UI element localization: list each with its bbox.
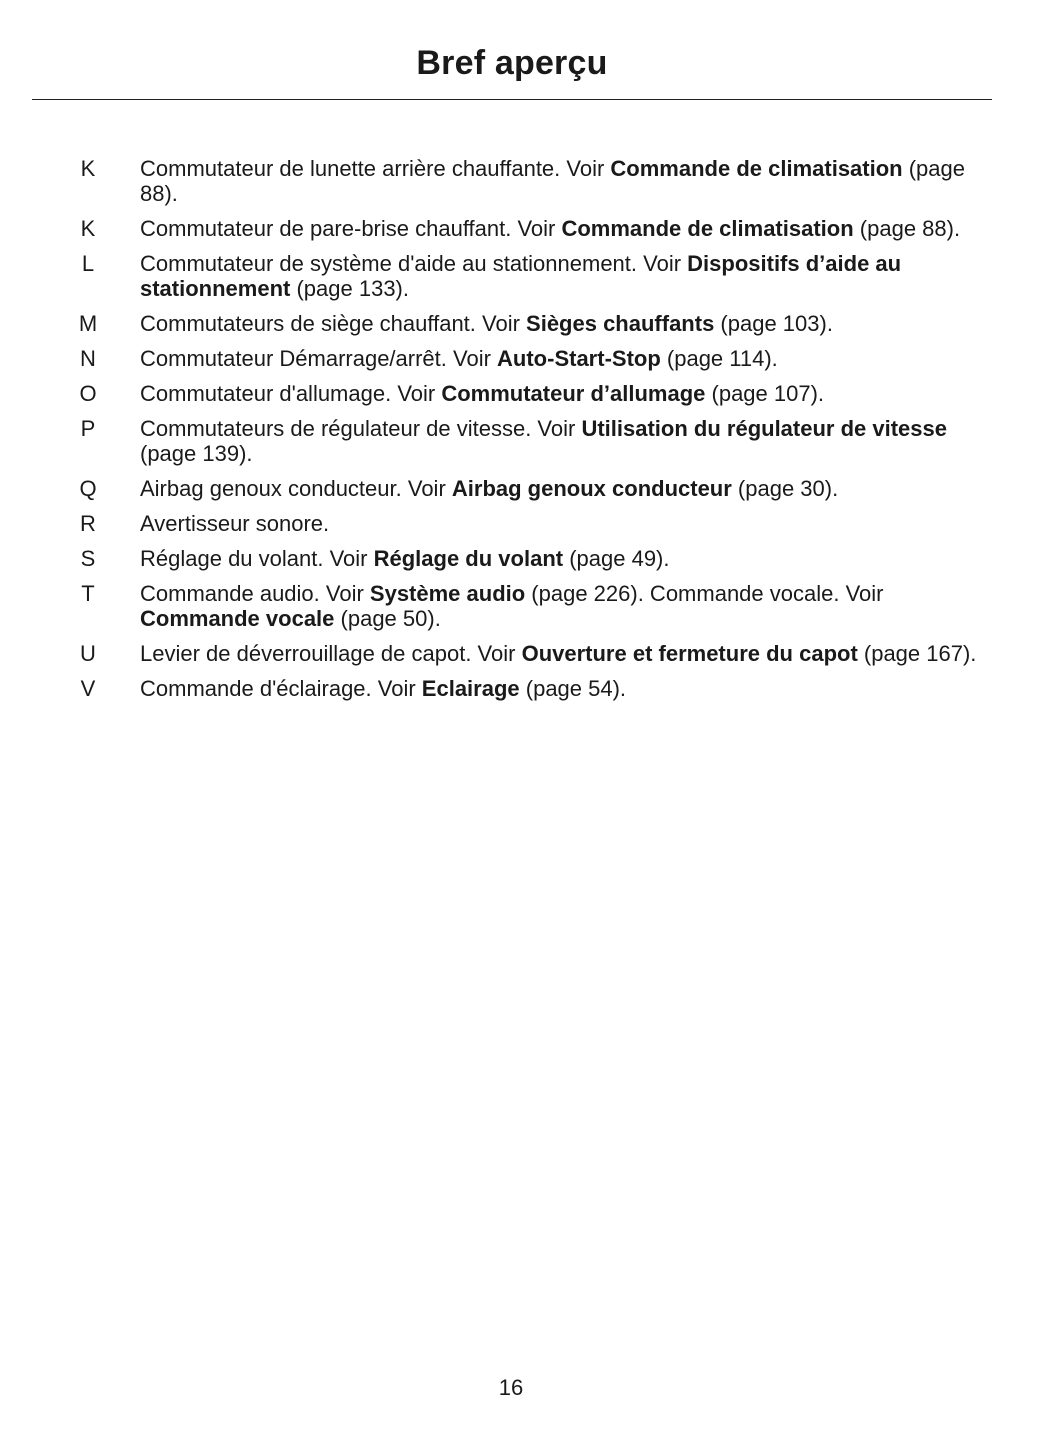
entry-text: Avertisseur sonore. [140, 511, 330, 536]
entry-text: Airbag genoux conducteur. Voir Airbag genoux conducteur (page 30). [140, 476, 839, 501]
entry-text: Commutateurs de siège chauffant. Voir Sièges chauffants (page 103). [140, 311, 833, 336]
list-item [0, 346, 1056, 371]
cross-reference-link[interactable]: Dispositifs d’aide au stationnement [140, 251, 902, 301]
entry-letter: L [81, 251, 95, 276]
entry-list [0, 156, 1056, 711]
entry-text: Commutateur de système d'aide au stationnement. Voir Dispositifs d’aide au stationnement (page 133). [140, 251, 902, 301]
entry-text: Commutateur Démarrage/arrêt. Voir Auto-Start-Stop (page 114). [140, 346, 778, 371]
entry-letter: T [81, 581, 95, 606]
list-item [0, 156, 1056, 206]
page-title: Bref aperçu [416, 44, 608, 82]
entry-letter: U [80, 641, 96, 666]
entry-text: Commutateurs de régulateur de vitesse. Voir Utilisation du régulateur de vitesse (page 139). [140, 416, 947, 466]
list-item [0, 676, 1056, 701]
list-item [0, 381, 1056, 406]
cross-reference-link[interactable]: Eclairage [421, 676, 520, 701]
list-item [0, 311, 1056, 336]
entry-text: Commutateur de lunette arrière chauffante. Voir Commande de climatisation (page 88). [140, 156, 965, 206]
page-number: 16 [498, 1375, 524, 1400]
cross-reference-link[interactable]: Utilisation du régulateur de vitesse [581, 416, 947, 441]
cross-reference-link[interactable]: Auto-Start-Stop [497, 346, 661, 371]
list-item [0, 476, 1056, 501]
entry-letter: P [80, 416, 96, 441]
entry-text: Commande d'éclairage. Voir Eclairage (page 54). [140, 676, 627, 701]
entry-text: Commande audio. Voir Système audio (page 226). Commande vocale. Voir Commande vocale (page 50). [140, 581, 884, 631]
entry-letter: S [80, 546, 96, 571]
entry-text: Commutateur d'allumage. Voir Commutateur d’allumage (page 107). [140, 381, 825, 406]
entry-text: Réglage du volant. Voir Réglage du volant (page 49). [140, 546, 670, 571]
entry-letter: M [78, 311, 98, 336]
list-item [0, 511, 1056, 536]
cross-reference-link[interactable]: Airbag genoux conducteur [451, 476, 732, 501]
entry-letter: V [80, 676, 96, 701]
cross-reference-link[interactable]: Réglage du volant [373, 546, 564, 571]
cross-reference-link[interactable]: Commande de climatisation [561, 216, 854, 241]
entry-text: Commutateur de pare-brise chauffant. Voir Commande de climatisation (page 88). [140, 216, 961, 241]
title-divider [32, 99, 992, 100]
list-item [0, 641, 1056, 666]
entry-letter: Q [79, 476, 97, 501]
entry-letter: K [80, 216, 96, 241]
list-item [0, 251, 1056, 301]
list-item [0, 546, 1056, 571]
list-item [0, 216, 1056, 241]
cross-reference-link[interactable]: Système audio [369, 581, 526, 606]
entry-letter: K [80, 156, 96, 181]
cross-reference-link[interactable]: Commande vocale [140, 606, 335, 631]
list-item [0, 581, 1056, 631]
cross-reference-link[interactable]: Ouverture et fermeture du capot [521, 641, 858, 666]
entry-text: Levier de déverrouillage de capot. Voir Ouverture et fermeture du capot (page 167). [140, 641, 977, 666]
cross-reference-link[interactable]: Commutateur d’allumage [441, 381, 706, 406]
cross-reference-link[interactable]: Sièges chauffants [526, 311, 715, 336]
list-item [0, 416, 1056, 466]
cross-reference-link[interactable]: Commande de climatisation [610, 156, 903, 181]
entry-letter: O [79, 381, 97, 406]
entry-letter: R [80, 511, 96, 536]
entry-letter: N [80, 346, 96, 371]
